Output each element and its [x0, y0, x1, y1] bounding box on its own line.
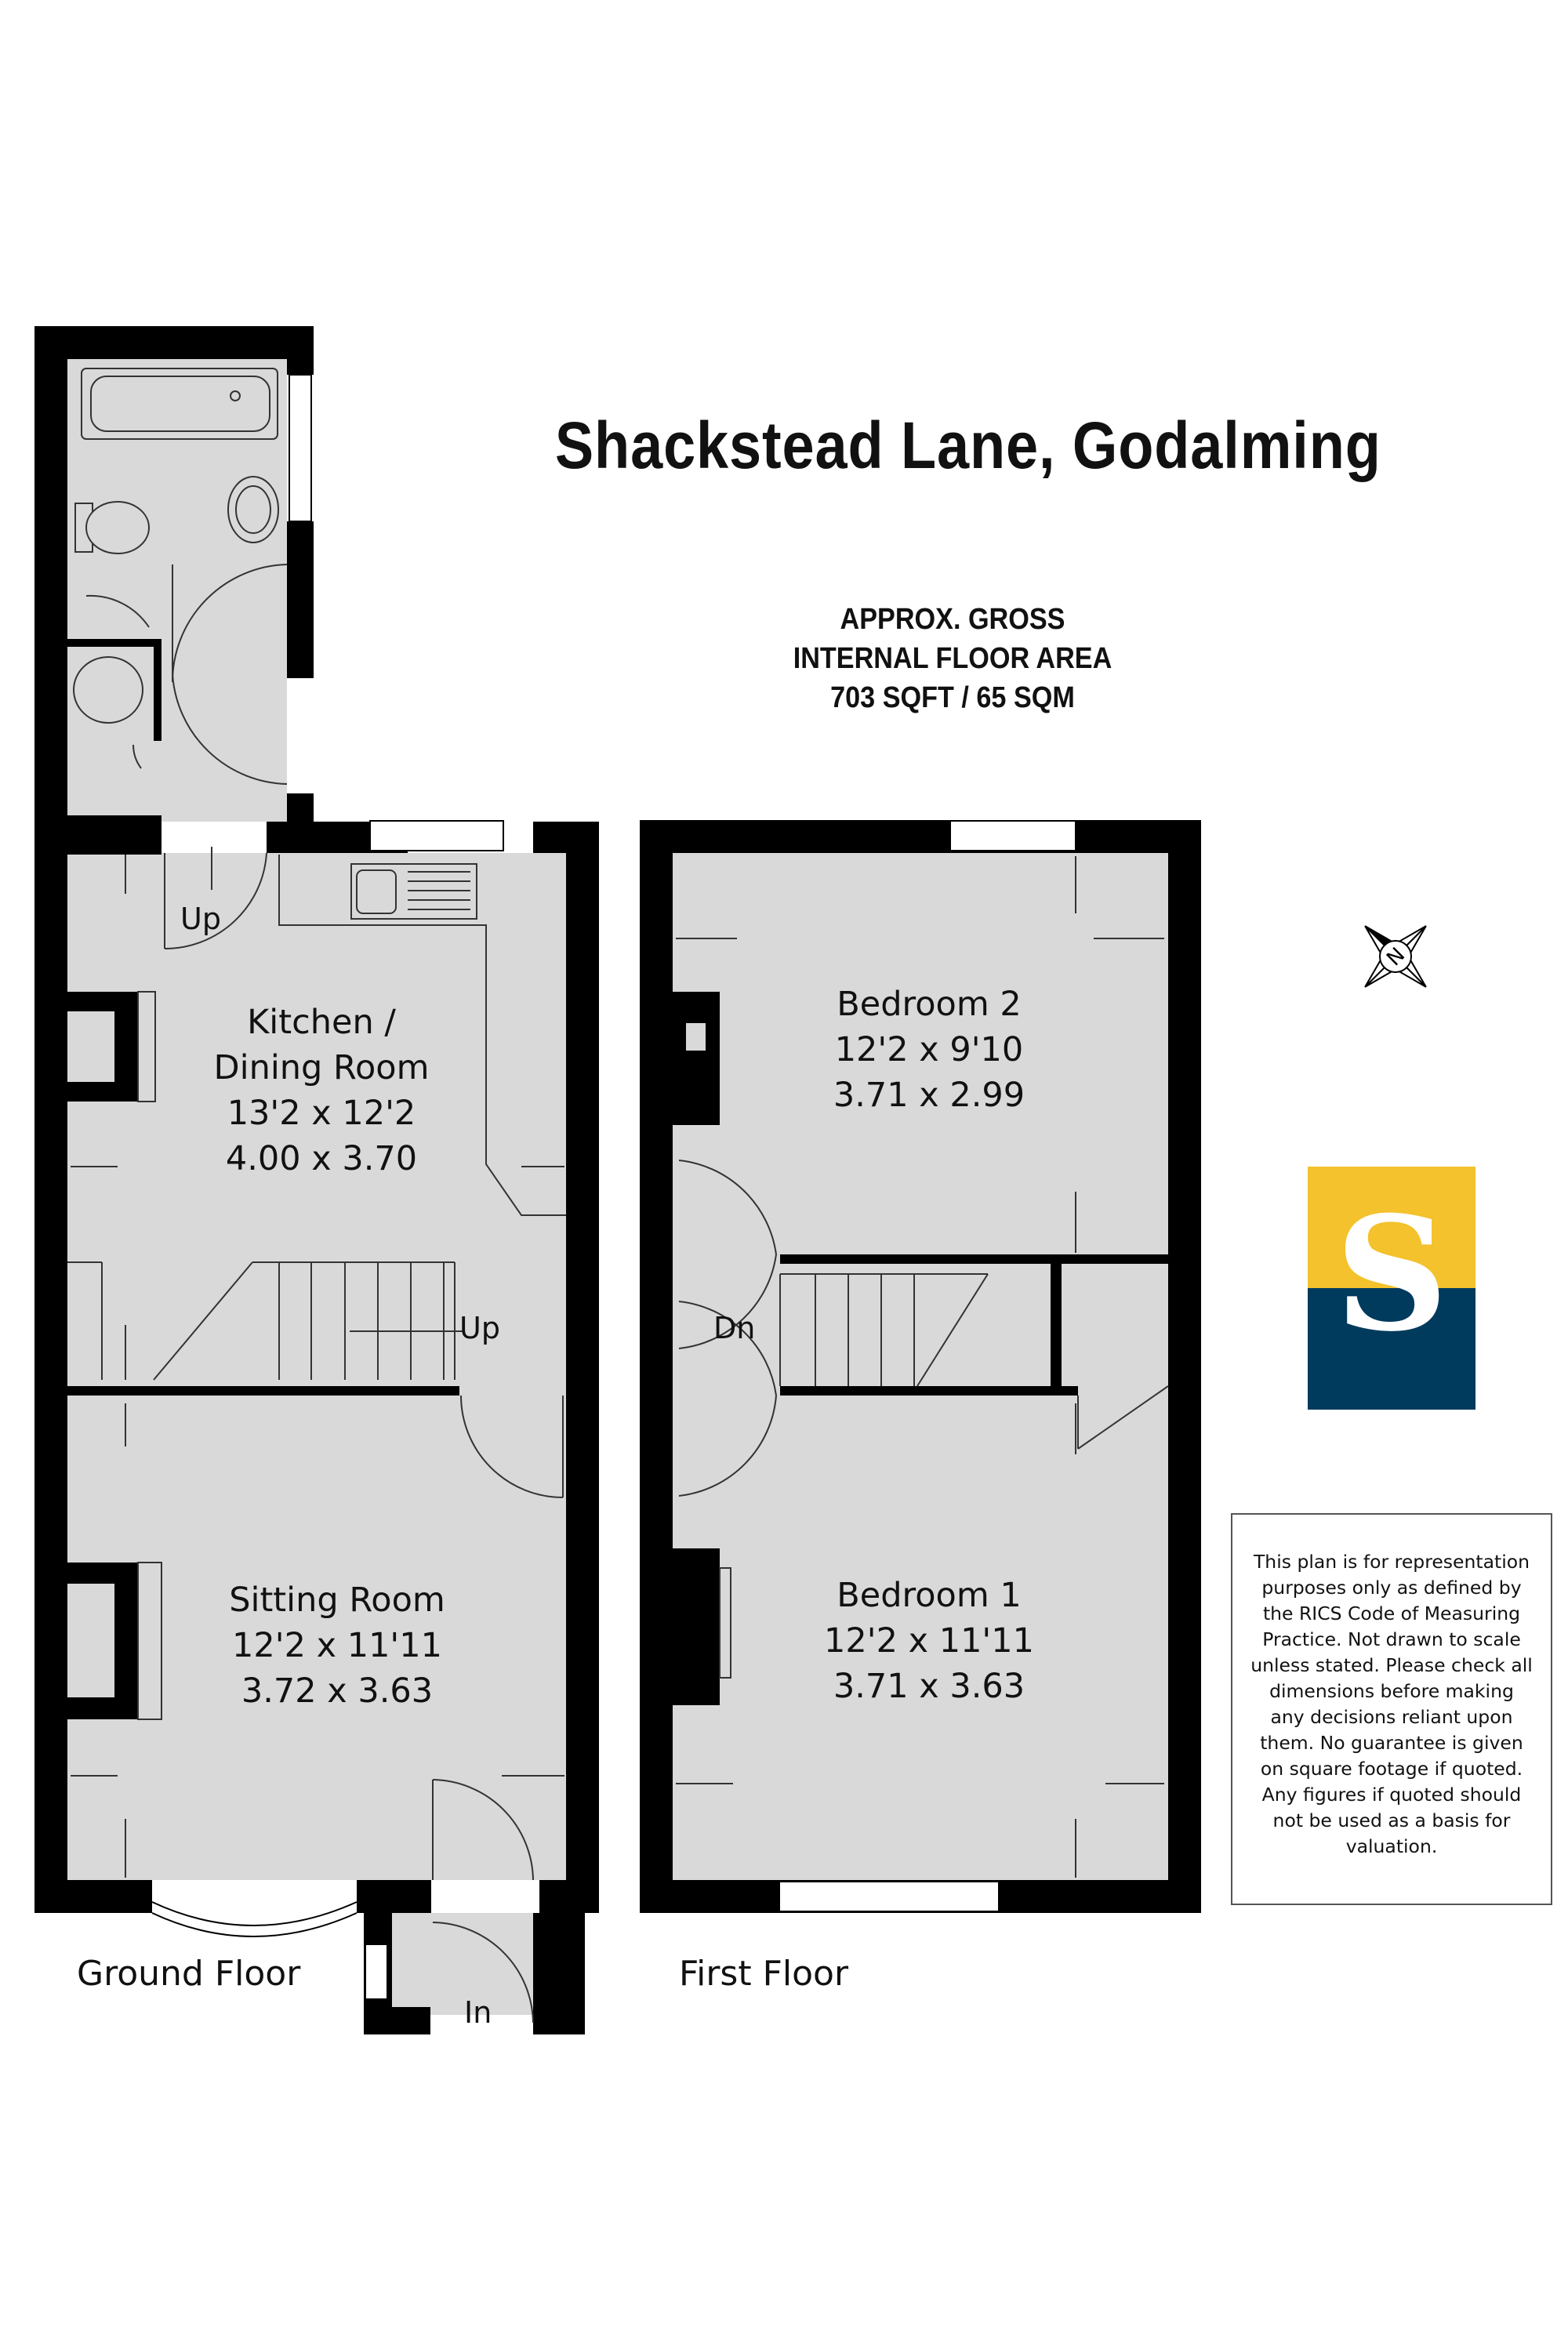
entrance-label: In	[464, 1995, 492, 2030]
ground-floor-label: Ground Floor	[77, 1954, 301, 1994]
disclaimer-box: This plan is for representation purposes only as defined by the RICS Code of Measuring Practice. Not drawn to scale unless stated. Please check all dimensions before making any decisions reliant upon them. No guarantee is given on square footage if quoted. Any figures if quoted should not be used as a basis for valuation.	[1231, 1513, 1552, 1905]
agency-logo	[1308, 1167, 1475, 1410]
first-floor-label: First Floor	[679, 1954, 849, 1994]
property-title: Shackstead Lane, Godalming	[555, 408, 1381, 482]
stairs-down-label: Dn	[713, 1311, 756, 1345]
logo-letter: S	[1334, 1182, 1449, 1367]
kitchen-up-label: Up	[180, 902, 221, 936]
bedroom2-label: Bedroom 2 12'2 x 9'10 3.71 x 2.99	[833, 985, 1025, 1115]
stairs-up-label: Up	[459, 1311, 500, 1345]
area-line-1: APPROX. GROSS	[840, 603, 1065, 636]
compass-icon	[1359, 920, 1433, 994]
porch-floor	[392, 1913, 533, 2015]
sitting-room-label: Sitting Room 12'2 x 11'11 3.72 x 3.63	[229, 1581, 445, 1711]
compass-letter: N	[1382, 943, 1410, 971]
area-line-2: INTERNAL FLOOR AREA	[793, 642, 1112, 675]
floor-area	[717, 600, 1188, 717]
kitchen-label: Kitchen / Dining Room 13'2 x 12'2 4.00 x 3.70	[213, 1003, 430, 1178]
area-line-3: 703 SQFT / 65 SQM	[830, 681, 1075, 714]
bedroom1-label: Bedroom 1 12'2 x 11'11 3.71 x 3.63	[824, 1576, 1034, 1706]
